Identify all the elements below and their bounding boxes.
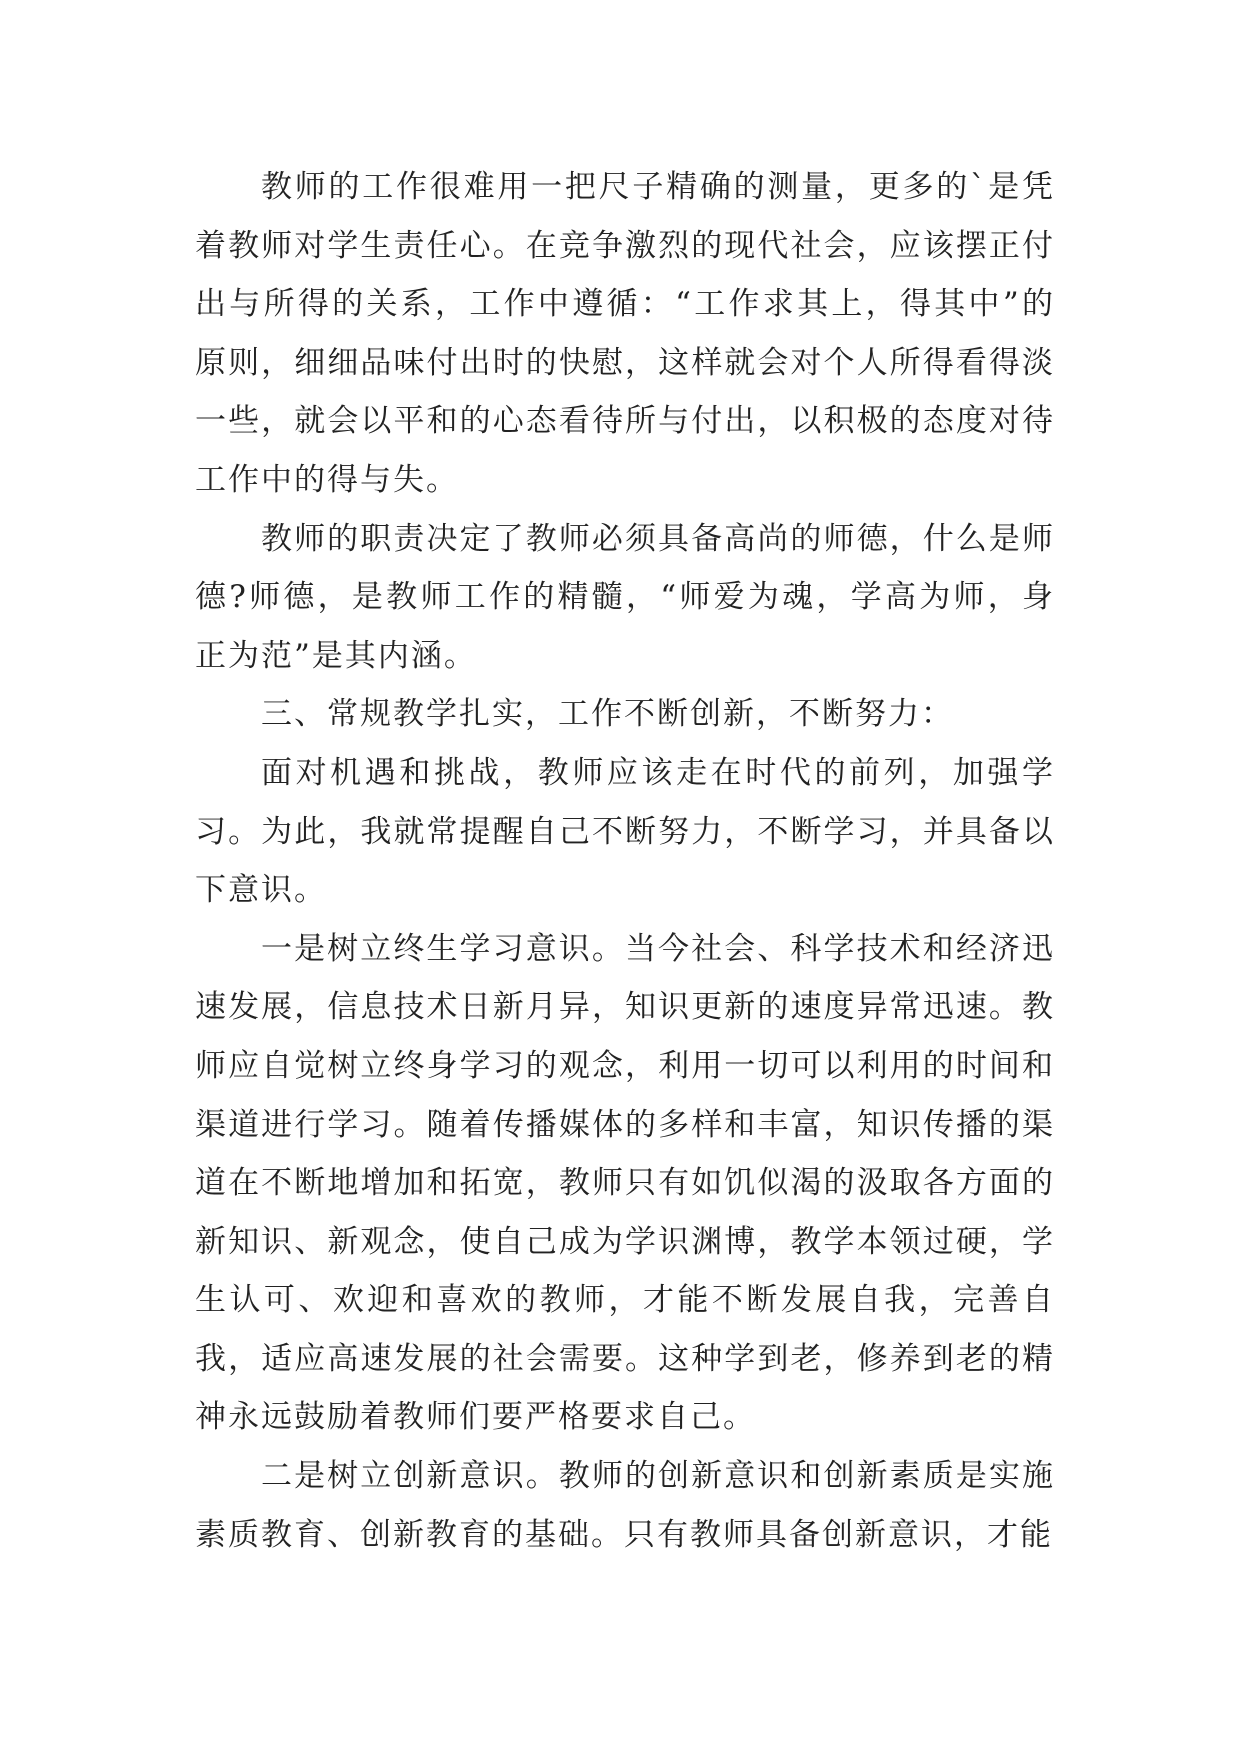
- paragraph-innovation: 二是树立创新意识。教师的创新意识和创新素质是实施素质教育、创新教育的基础。只有教师具备创新意识，才能: [195, 1458, 1055, 1553]
- section-heading-three: 三、常规教学扎实，工作不断创新，不断努力：: [261, 696, 954, 733]
- paragraph-work-attitude: 教师的工作很难用一把尺子精确的测量，更多的`是凭着教师对学生责任心。在竞争激烈的现代社会，应该摆正付出与所得的关系，工作中遵循：“工作求其上，得其中”的原则，细细品味付出时的快慰，这样就会对个人所得看得淡一些，就会以平和的心态看待所与付出，以积极的态度对待工作中的得与失。: [195, 169, 1055, 498]
- document-body: [195, 158, 1055, 1564]
- paragraph-teacher-ethics: 教师的职责决定了教师必须具备高尚的师德，什么是师德?师德，是教师工作的精髓，“师爱为魂，学高为师，身正为范”是其内涵。: [195, 520, 1055, 674]
- paragraph-challenges: 面对机遇和挑战，教师应该走在时代的前列，加强学习。为此，我就常提醒自己不断努力，不断学习，并具备以下意识。: [195, 754, 1055, 909]
- paragraph-lifelong-learning: 一是树立终生学习意识。当今社会、科学技术和经济迅速发展，信息技术日新月异，知识更新的速度异常迅速。教师应自觉树立终身学习的观念，利用一切可以利用的时间和渠道进行学习。随着传播媒体的多样和丰富，知识传播的渠道在不断地增加和拓宽，教师只有如饥似渴的汲取各方面的新知识、新观念，使自己成为学识渊博，教学本领过硬，学生认可、欢迎和喜欢的教师，才能不断发展自我，完善自我，适应高速发展的社会需要。这种学到老，修养到老的精神永远鼓励着教师们要严格要求自己。: [195, 930, 1055, 1436]
